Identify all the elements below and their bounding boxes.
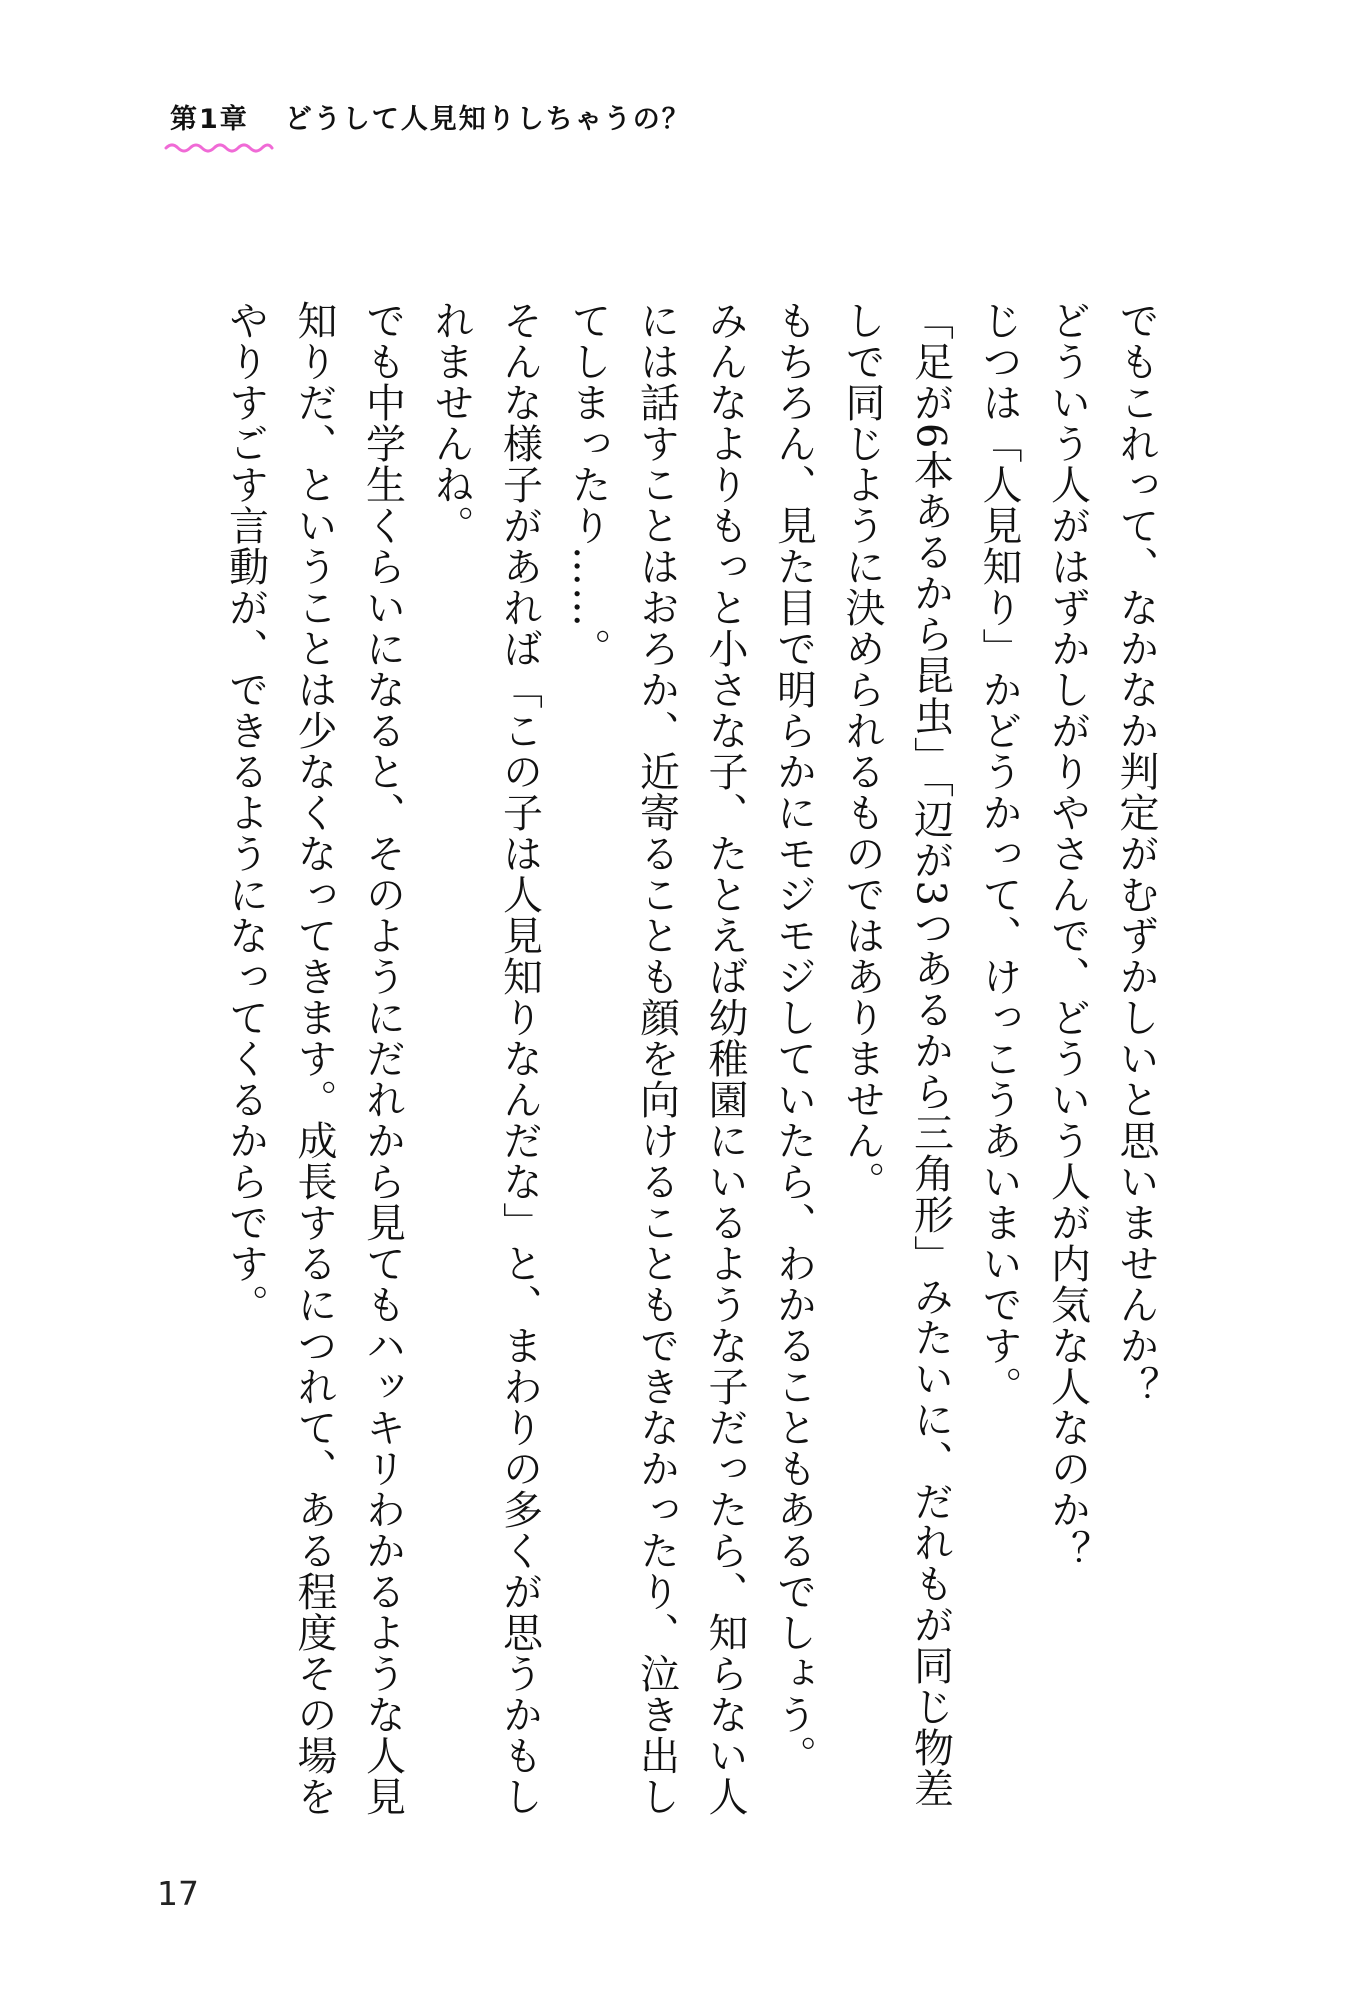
wavy-underline-decoration (164, 141, 274, 155)
paragraph-1: でもこれって、なかなか判定がむずかしいと思いませんか？ (1113, 300, 1159, 1407)
paragraph-4: 「足が6本あるから昆虫」「辺が3つあるから三角形」みたいに、だれもが同じ物差しで同じように決められるものではありません。 (839, 300, 954, 1809)
paragraph-7: そんな様子があれば「この子は人見知りなんだな」と、まわりの多くが思うかもしれませんね。 (428, 300, 543, 1817)
paragraph-6: みんなよりもっと小さな子、たとえば幼稚園にいるような子だったら、知らない人には話すことはおろか、近寄ることも顔を向けることもできなかったり、泣き出してしまったり……。 (565, 300, 748, 1817)
chapter-label (170, 97, 249, 136)
vertical-body-text (160, 300, 1170, 1820)
running-header (170, 92, 691, 140)
paragraph-2: どういう人がはずかしがりやさんで、どういう人が内気な人なのか？ (1044, 300, 1091, 1571)
paragraph-8: でも中学生くらいになると、そのようにだれから見てもハッキリわかるような人見知りだ、ということは少なくなってきます。成長するにつれて、ある程度その場をやりすごす言動が、できるようになってくるからです。 (222, 300, 406, 1817)
paragraph-5: もちろん、見た目で明らかにモジモジしていたら、わかることもあるでしょう。 (770, 300, 817, 1776)
paragraph-3: じつは「人見知り」かどうかって、けっこうあいまいです。 (976, 300, 1022, 1407)
chapter-title: どうして人見知りしちゃうの？ (284, 103, 691, 135)
chapter-label-text: 第1章 (170, 103, 249, 135)
page-number: 17 (157, 1874, 199, 1913)
